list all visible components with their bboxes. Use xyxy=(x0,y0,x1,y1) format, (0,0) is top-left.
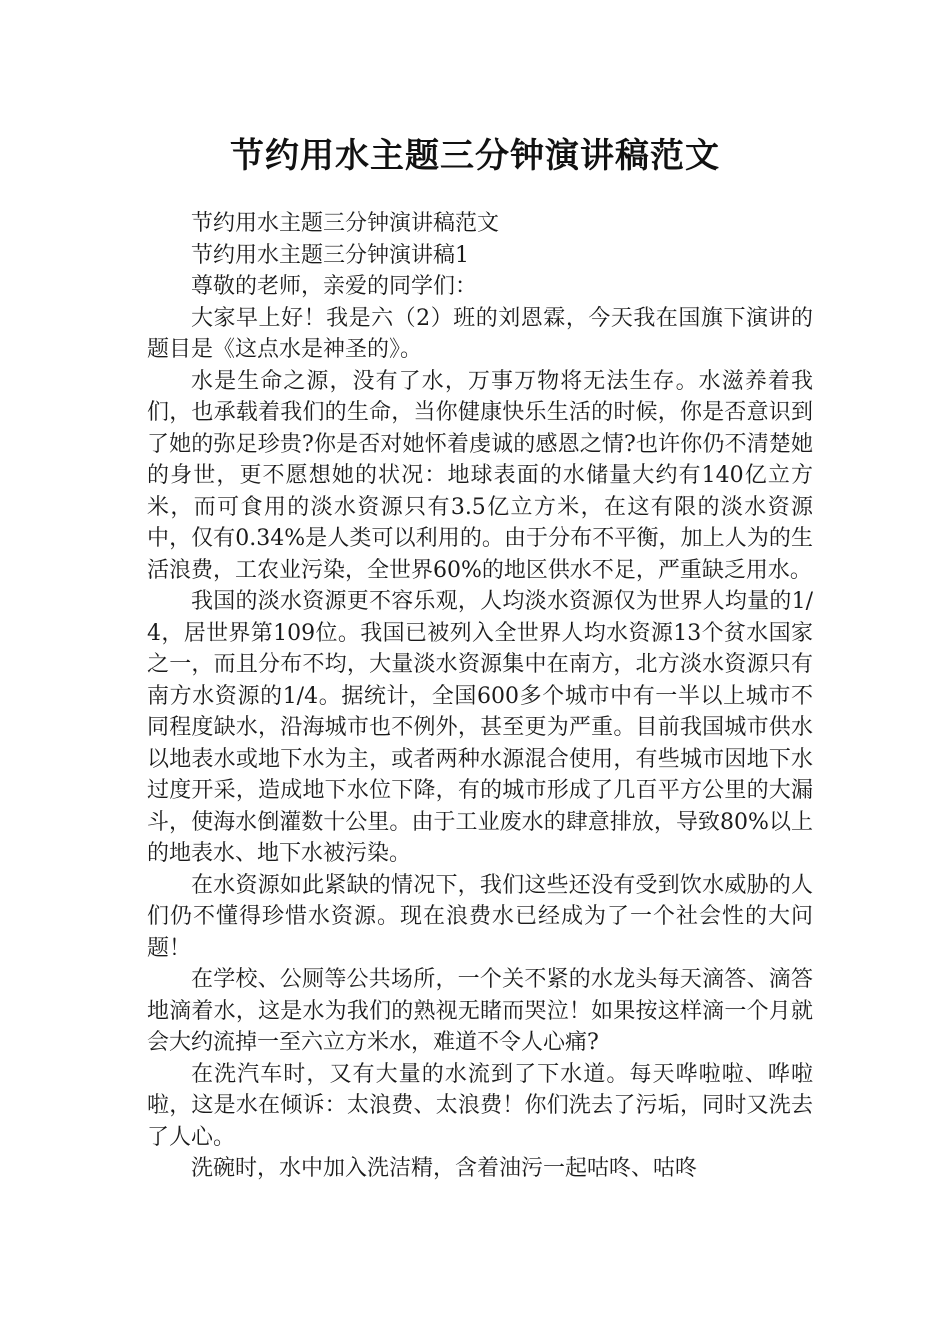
paragraph-shortage: 在水资源如此紧缺的情况下，我们这些还没有受到饮水威胁的人们仍不懂得珍惜水资源。现在浪费水已经成为了一个社会性的大问题！ xyxy=(147,872,813,961)
paragraph-water-source: 水是生命之源，没有了水，万事万物将无法生存。水滋养着我们，也承载着我们的生命，当你健康快乐生活的时候，你是否意识到了她的弥足珍贵?你是否对她怀着虔诚的感恩之情?也许你仍不清楚她的身世，更不愿想她的状况：地球表面的水储量大约有140亿立方米，而可食用的淡水资源只有3.5亿立方米，在这有限的淡水资源中，仅有0.34%是人类可以利用的。由于分布不平衡，加上人为的生活浪费，工农业污染，全世界60%的地区供水不足，严重缺乏用水。 xyxy=(147,368,813,583)
paragraph-heading-1: 节约用水主题三分钟演讲稿1 xyxy=(191,242,469,268)
paragraph-salutation: 尊敬的老师，亲爱的同学们： xyxy=(191,274,478,299)
paragraph-greeting: 大家早上好！我是六（2）班的刘恩霖，今天我在国旗下演讲的题目是《这点水是神圣的》。 xyxy=(147,305,813,362)
paragraph-car-wash: 在洗汽车时，又有大量的水流到了下水道。每天哗啦啦、哗啦啦，这是水在倾诉：太浪费、太浪费！你们洗去了污垢，同时又洗去了人心。 xyxy=(147,1061,813,1150)
paragraph-dish-wash: 洗碗时，水中加入洗洁精，含着油污一起咕咚、咕咚 xyxy=(191,1156,698,1181)
paragraph-subtitle: 节约用水主题三分钟演讲稿范文 xyxy=(191,211,500,236)
paragraph-faucet: 在学校、公厕等公共场所，一个关不紧的水龙头每天滴答、滴答地滴着水，这是水为我们的熟视无睹而哭泣！如果按这样滴一个月就会大约流掉一至六立方米水，难道不令人心痛? xyxy=(147,967,813,1055)
document-title: 节约用水主题三分钟演讲稿范文 xyxy=(230,136,720,176)
paragraph-china-water: 我国的淡水资源更不容乐观，人均淡水资源仅为世界人均量的1/4，居世界第109位。我国已被列入全世界人均水资源13个贫水国家之一，而且分布不均，大量淡水资源集中在南方，北方淡水资源只有南方水资源的1/4。据统计，全国600多个城市中有一半以上城市不同程度缺水，沿海城市也不例外，甚至更为严重。目前我国城市供水以地表水或地下水为主，或者两种水源混合使用，有些城市因地下水过度开采，造成地下水位下降，有的城市形成了几百平方公里的大漏斗，使海水倒灌数十公里。由于工业废水的肆意排放，导致80%以上的地表水、地下水被污染。 xyxy=(147,589,814,866)
document-body xyxy=(147,208,813,1185)
